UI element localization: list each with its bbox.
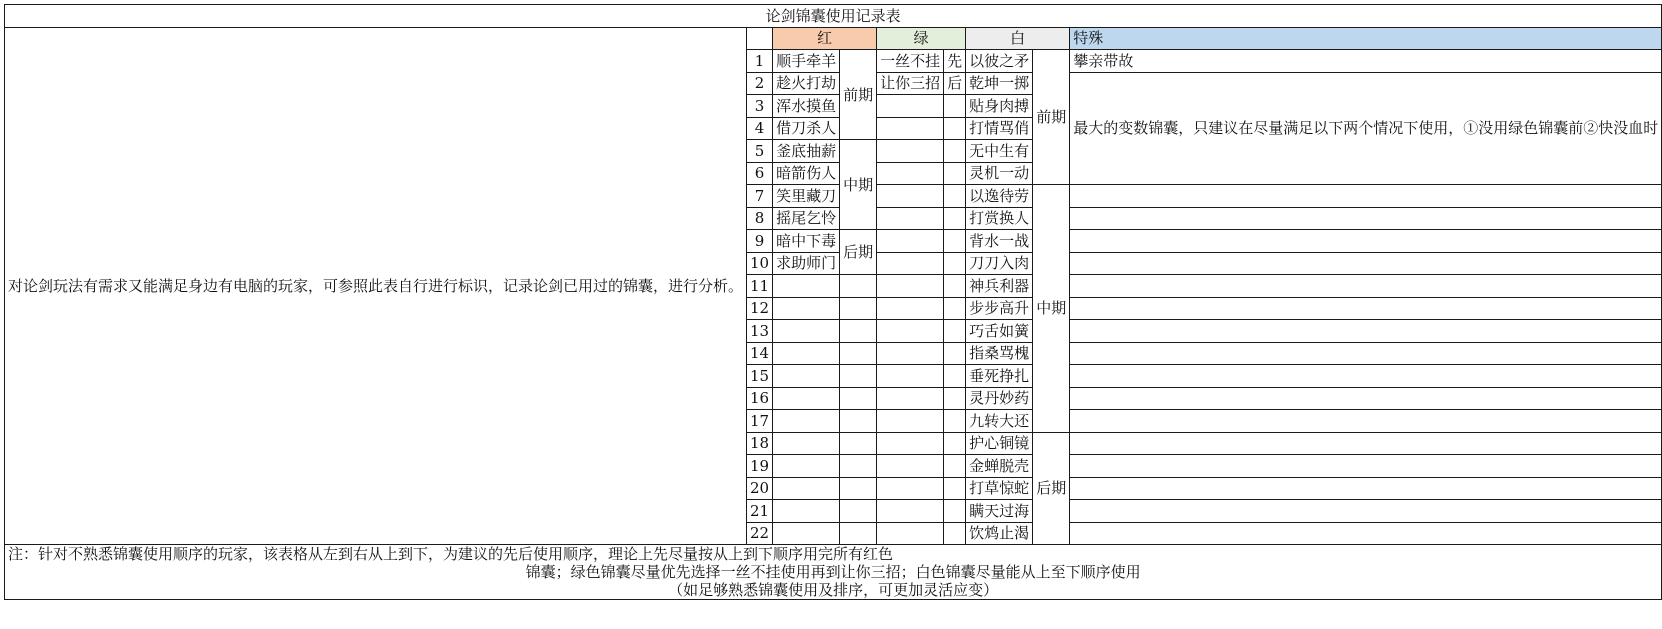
red-item: 暗箭伤人 xyxy=(773,162,840,185)
white-item: 打赏换人 xyxy=(966,207,1033,230)
green-order: 后 xyxy=(944,72,966,95)
white-item: 垂死挣扎 xyxy=(966,365,1033,388)
green-order xyxy=(944,342,966,365)
row-number: 11 xyxy=(747,275,773,298)
green-order xyxy=(944,365,966,388)
row-number: 13 xyxy=(747,320,773,343)
green-order xyxy=(944,252,966,275)
green-item xyxy=(877,162,944,185)
row-number: 16 xyxy=(747,387,773,410)
red-phase-cell xyxy=(840,387,877,410)
red-phase-early: 前期 xyxy=(840,50,877,140)
special-cell xyxy=(1070,342,1662,365)
green-item xyxy=(877,522,944,545)
special-cell xyxy=(1070,410,1662,433)
red-phase-mid: 中期 xyxy=(840,140,877,230)
green-item xyxy=(877,140,944,163)
row-number: 8 xyxy=(747,207,773,230)
green-item xyxy=(877,342,944,365)
white-item: 灵丹妙药 xyxy=(966,387,1033,410)
green-item xyxy=(877,252,944,275)
green-order xyxy=(944,410,966,433)
special-description: 最大的变数锦囊，只建议在尽量满足以下两个情况下使用，①没用绿色锦囊前②快没血时 xyxy=(1070,72,1662,185)
green-item xyxy=(877,117,944,140)
special-cell xyxy=(1070,500,1662,523)
green-order xyxy=(944,117,966,140)
header-white: 白 xyxy=(966,27,1070,50)
red-phase-cell xyxy=(840,432,877,455)
white-item: 巧舌如簧 xyxy=(966,320,1033,343)
red-item xyxy=(773,320,840,343)
row-number: 18 xyxy=(747,432,773,455)
row-number: 4 xyxy=(747,117,773,140)
green-order xyxy=(944,185,966,208)
green-order xyxy=(944,230,966,253)
white-item: 刀刀入肉 xyxy=(966,252,1033,275)
row-number: 17 xyxy=(747,410,773,433)
white-item: 九转大还 xyxy=(966,410,1033,433)
special-cell xyxy=(1070,252,1662,275)
green-order xyxy=(944,140,966,163)
header-special: 特殊 xyxy=(1070,27,1662,50)
red-item: 暗中下毒 xyxy=(773,230,840,253)
green-item xyxy=(877,320,944,343)
white-item: 指桑骂槐 xyxy=(966,342,1033,365)
green-order xyxy=(944,477,966,500)
red-item xyxy=(773,297,840,320)
row-number: 22 xyxy=(747,522,773,545)
green-item xyxy=(877,207,944,230)
row-number: 10 xyxy=(747,252,773,275)
row-number: 6 xyxy=(747,162,773,185)
green-item xyxy=(877,410,944,433)
red-phase-late: 后期 xyxy=(840,230,877,275)
green-order xyxy=(944,275,966,298)
red-phase-cell xyxy=(840,320,877,343)
header-red: 红 xyxy=(773,27,877,50)
white-item: 饮鸩止渴 xyxy=(966,522,1033,545)
white-item: 乾坤一掷 xyxy=(966,72,1033,95)
white-item: 护心铜镜 xyxy=(966,432,1033,455)
green-item xyxy=(877,477,944,500)
white-phase-mid: 中期 xyxy=(1033,185,1070,433)
footnote-line-1: 注：针对不熟悉锦囊使用顺序的玩家，该表格从左到右从上到下，为建议的先后使用顺序，理论上先尽量按从上到下顺序用完所有红色 xyxy=(8,545,894,563)
white-item: 背水一战 xyxy=(966,230,1033,253)
green-order xyxy=(944,297,966,320)
row-number: 1 xyxy=(747,50,773,73)
white-item: 神兵利器 xyxy=(966,275,1033,298)
red-phase-cell xyxy=(840,342,877,365)
row-number: 20 xyxy=(747,477,773,500)
green-order xyxy=(944,207,966,230)
header-blank xyxy=(747,27,773,50)
special-cell xyxy=(1070,207,1662,230)
green-item xyxy=(877,432,944,455)
special-cell xyxy=(1070,320,1662,343)
white-phase-early: 前期 xyxy=(1033,50,1070,185)
special-item: 攀亲带故 xyxy=(1070,50,1662,73)
row-number: 21 xyxy=(747,500,773,523)
red-phase-cell xyxy=(840,522,877,545)
green-item xyxy=(877,275,944,298)
special-cell xyxy=(1070,297,1662,320)
green-order xyxy=(944,387,966,410)
red-item: 浑水摸鱼 xyxy=(773,95,840,118)
white-item: 步步高升 xyxy=(966,297,1033,320)
white-item: 贴身肉搏 xyxy=(966,95,1033,118)
record-table xyxy=(4,4,1662,600)
white-item: 灵机一动 xyxy=(966,162,1033,185)
green-order xyxy=(944,500,966,523)
green-item xyxy=(877,365,944,388)
green-item xyxy=(877,230,944,253)
red-item xyxy=(773,500,840,523)
white-item: 打情骂俏 xyxy=(966,117,1033,140)
special-cell xyxy=(1070,185,1662,208)
special-cell xyxy=(1070,230,1662,253)
special-cell xyxy=(1070,387,1662,410)
green-item xyxy=(877,297,944,320)
red-phase-cell xyxy=(840,275,877,298)
red-item: 笑里藏刀 xyxy=(773,185,840,208)
red-phase-cell xyxy=(840,500,877,523)
white-item: 以彼之矛 xyxy=(966,50,1033,73)
footnote xyxy=(5,545,1662,600)
green-item xyxy=(877,185,944,208)
special-cell xyxy=(1070,522,1662,545)
table-title: 论剑锦囊使用记录表 xyxy=(5,5,1662,28)
red-item: 釜底抽薪 xyxy=(773,140,840,163)
green-item xyxy=(877,500,944,523)
special-cell xyxy=(1070,275,1662,298)
white-phase-late: 后期 xyxy=(1033,432,1070,545)
red-item: 趁火打劫 xyxy=(773,72,840,95)
row-number: 7 xyxy=(747,185,773,208)
red-item xyxy=(773,432,840,455)
red-item xyxy=(773,477,840,500)
red-phase-cell xyxy=(840,477,877,500)
green-order xyxy=(944,455,966,478)
green-item: 让你三招 xyxy=(877,72,944,95)
row-number: 9 xyxy=(747,230,773,253)
row-number: 14 xyxy=(747,342,773,365)
green-item xyxy=(877,455,944,478)
green-order xyxy=(944,162,966,185)
green-order xyxy=(944,320,966,343)
row-number: 5 xyxy=(747,140,773,163)
special-cell xyxy=(1070,455,1662,478)
special-cell xyxy=(1070,365,1662,388)
red-item xyxy=(773,410,840,433)
row-number: 2 xyxy=(747,72,773,95)
white-item: 打草惊蛇 xyxy=(966,477,1033,500)
green-order xyxy=(944,95,966,118)
row-number: 15 xyxy=(747,365,773,388)
green-order xyxy=(944,522,966,545)
green-order xyxy=(944,432,966,455)
red-item: 求助师门 xyxy=(773,252,840,275)
red-phase-cell xyxy=(840,410,877,433)
footnote-line-3: （如足够熟悉锦囊使用及排序，可更加灵活应变） xyxy=(668,581,999,599)
green-item: 一丝不挂 xyxy=(877,50,944,73)
row-number: 19 xyxy=(747,455,773,478)
red-item xyxy=(773,522,840,545)
red-item xyxy=(773,342,840,365)
green-item xyxy=(877,387,944,410)
white-item: 金蝉脱壳 xyxy=(966,455,1033,478)
red-item xyxy=(773,387,840,410)
row-number: 3 xyxy=(747,95,773,118)
red-item: 摇尾乞怜 xyxy=(773,207,840,230)
white-item: 以逸待劳 xyxy=(966,185,1033,208)
footnote-line-2: 锦囊；绿色锦囊尽量优先选择一丝不挂使用再到让你三招；白色锦囊尽量能从上至下顺序使用 xyxy=(525,563,1141,581)
green-order: 先 xyxy=(944,50,966,73)
side-note: 对论剑玩法有需求又能满足身边有电脑的玩家，可参照此表自行进行标识，记录论剑已用过的锦囊，进行分析。 xyxy=(5,27,747,545)
red-item xyxy=(773,365,840,388)
red-item: 借刀杀人 xyxy=(773,117,840,140)
red-phase-cell xyxy=(840,365,877,388)
white-item: 无中生有 xyxy=(966,140,1033,163)
red-item: 顺手牵羊 xyxy=(773,50,840,73)
row-number: 12 xyxy=(747,297,773,320)
red-item xyxy=(773,455,840,478)
special-cell xyxy=(1070,477,1662,500)
white-item: 瞒天过海 xyxy=(966,500,1033,523)
special-cell xyxy=(1070,432,1662,455)
red-phase-cell xyxy=(840,297,877,320)
header-green: 绿 xyxy=(877,27,966,50)
red-phase-cell xyxy=(840,455,877,478)
green-item xyxy=(877,95,944,118)
red-item xyxy=(773,275,840,298)
